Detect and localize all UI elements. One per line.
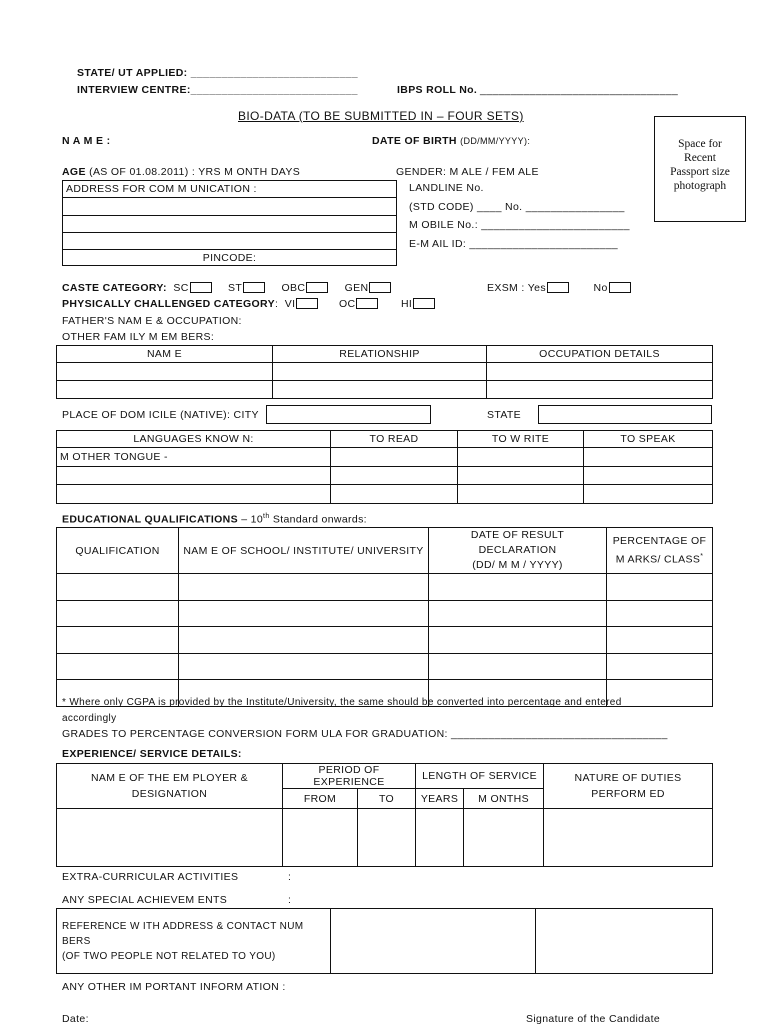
experience-table <box>56 763 713 867</box>
extra-curricular-colon: : <box>288 871 292 883</box>
signature-label: Signature of the Candidate <box>526 1013 661 1025</box>
table-row <box>57 574 713 601</box>
table-cell[interactable] <box>429 654 607 680</box>
table-cell[interactable] <box>544 809 713 867</box>
pc-label: PHYSICALLY CHALLENGED CATEGORY <box>62 298 275 310</box>
pc-vi-checkbox[interactable] <box>296 298 318 309</box>
address-line[interactable] <box>63 198 397 216</box>
family-label: OTHER FAM ILY M EM BERS: <box>62 331 215 343</box>
dob-label: DATE OF BIRTH <box>372 135 457 147</box>
edu-header-pct-line1: PERCENTAGE OF <box>612 534 707 547</box>
pc-option-oc: OC <box>338 298 356 310</box>
ibps-roll-line: ________________________________ <box>480 84 679 96</box>
exp-header-employer <box>57 764 283 809</box>
table-cell[interactable] <box>57 654 179 680</box>
table-cell[interactable] <box>57 363 273 381</box>
photo-placeholder <box>654 116 746 222</box>
table-cell[interactable] <box>458 448 584 467</box>
exsm-row <box>487 282 631 294</box>
table-row <box>57 809 713 867</box>
table-cell[interactable] <box>607 627 713 654</box>
table-cell[interactable] <box>331 448 458 467</box>
age-detail: (AS OF 01.08.2011) : YRS M ONTH DAYS <box>89 166 301 178</box>
special-achievements-label: ANY SPECIAL ACHIEVEM ENTS <box>62 894 228 906</box>
state-applied-label: STATE/ UT APPLIED: ___________________________ <box>77 67 358 79</box>
pc-row: PHYSICALLY CHALLENGED CATEGORY: VI OC HI <box>62 298 435 310</box>
domicile-state-input[interactable] <box>538 405 712 424</box>
reference-cell-1[interactable] <box>331 909 536 974</box>
table-cell[interactable] <box>487 381 713 399</box>
caste-label: CASTE CATEGORY: <box>62 282 167 294</box>
exp-header-from: FROM <box>283 789 358 809</box>
exp-header-nature-line1: NATURE OF DUTIES <box>574 772 682 784</box>
education-label-suffix: Standard onwards: <box>269 513 367 526</box>
exp-header-length: LENGTH OF SERVICE <box>416 764 544 789</box>
exp-header-employer-line1: NAM E OF THE EM PLOYER & <box>91 772 248 784</box>
photo-text-line: Recent <box>684 152 716 164</box>
table-cell[interactable] <box>57 467 331 485</box>
languages-header-speak: TO SPEAK <box>584 431 713 448</box>
education-label-sup: th <box>263 513 270 520</box>
table-cell[interactable] <box>57 574 179 601</box>
exp-header-employer-line2: DESIGNATION <box>131 788 208 800</box>
table-row <box>57 363 713 381</box>
interview-centre-label: INTERVIEW CENTRE:___________________________ <box>77 84 358 96</box>
edu-header-asterisk: * <box>700 552 704 560</box>
table-cell[interactable] <box>487 363 713 381</box>
table-cell[interactable] <box>416 809 464 867</box>
exsm-no-checkbox[interactable] <box>609 282 631 293</box>
caste-option-sc: SC <box>173 282 189 294</box>
table-row <box>57 467 713 485</box>
table-cell[interactable] <box>607 574 713 601</box>
languages-header-known: LANGUAGES KNOW N: <box>57 431 331 448</box>
ibps-roll-label: IBPS ROLL No. <box>397 84 478 96</box>
caste-option-gen: GEN <box>344 282 369 294</box>
pc-oc-checkbox[interactable] <box>356 298 378 309</box>
edu-header-school: NAM E OF SCHOOL/ INSTITUTE/ UNIVERSITY <box>179 528 429 574</box>
table-cell[interactable] <box>358 809 416 867</box>
family-table <box>56 345 713 399</box>
table-cell[interactable] <box>57 485 331 504</box>
languages-header-write: TO W RITE <box>458 431 584 448</box>
caste-obc-checkbox[interactable] <box>306 282 328 293</box>
std-code-field: (STD CODE) ____ No. ________________ <box>409 201 625 213</box>
table-cell[interactable] <box>607 680 713 707</box>
father-label: FATHER'S NAM E & OCCUPATION: <box>62 315 242 327</box>
exp-header-nature-line2: PERFORM ED <box>591 788 665 800</box>
pc-option-vi: VI <box>284 298 296 310</box>
table-cell[interactable] <box>331 467 458 485</box>
cgpa-note-cont: accordingly <box>62 713 117 724</box>
extra-curricular-label: EXTRA-CURRICULAR ACTIVITIES <box>62 871 239 883</box>
photo-text-line: Passport size <box>670 166 730 178</box>
table-row <box>57 627 713 654</box>
pincode-label: PINCODE: <box>63 250 397 266</box>
table-cell[interactable] <box>179 574 429 601</box>
education-label: EDUCATIONAL QUALIFICATIONS <box>62 513 238 526</box>
name-label: N A M E : <box>62 135 111 147</box>
pc-option-hi: HI <box>400 298 413 310</box>
exp-header-nature <box>544 764 713 809</box>
address-table <box>62 180 397 266</box>
pc-hi-checkbox[interactable] <box>413 298 435 309</box>
table-cell[interactable] <box>584 485 713 504</box>
table-cell[interactable] <box>283 809 358 867</box>
domicile-state-label: STATE <box>487 409 522 421</box>
exp-header-to: TO <box>358 789 416 809</box>
languages-table <box>56 430 713 504</box>
special-achievements-colon: : <box>288 894 292 906</box>
caste-gen-checkbox[interactable] <box>369 282 391 293</box>
reference-cell-2[interactable] <box>536 909 713 974</box>
table-cell[interactable] <box>179 654 429 680</box>
edu-header-date-line2: (DD/ M M / YYYY) <box>472 559 563 571</box>
table-cell[interactable] <box>273 381 487 399</box>
education-table <box>56 527 713 707</box>
email-field: E-M AIL ID: ________________________ <box>409 238 618 250</box>
exp-header-years: YEARS <box>416 789 464 809</box>
table-cell[interactable] <box>57 601 179 627</box>
cgpa-note: * Where only CGPA is provided by the Institute/University, the same should be converted into percentage and entered <box>62 697 622 708</box>
landline-label: LANDLINE No. <box>409 182 484 194</box>
family-header-name: NAM E <box>57 346 273 363</box>
table-row <box>57 654 713 680</box>
mother-tongue-label: M OTHER TONGUE - <box>57 448 331 467</box>
table-row <box>57 381 713 399</box>
table-cell[interactable] <box>429 601 607 627</box>
grades-formula: GRADES TO PERCENTAGE CONVERSION FORM ULA FOR GRADUATION: ___________________________________ <box>62 728 668 740</box>
exsm-yes-checkbox[interactable] <box>547 282 569 293</box>
photo-text-line: Space for <box>678 138 722 150</box>
languages-header-read: TO READ <box>331 431 458 448</box>
table-cell[interactable] <box>57 627 179 654</box>
table-cell[interactable] <box>607 601 713 627</box>
address-label: ADDRESS FOR COM M UNICATION : <box>63 181 397 198</box>
reference-label <box>57 909 331 974</box>
caste-row <box>62 282 391 294</box>
edu-header-date <box>429 528 607 574</box>
table-cell[interactable] <box>584 448 713 467</box>
table-cell[interactable] <box>57 381 273 399</box>
caste-option-st: ST <box>228 282 243 294</box>
caste-option-obc: OBC <box>281 282 306 294</box>
reference-label-line2: (OF TWO PEOPLE NOT RELATED TO YOU) <box>62 950 276 962</box>
table-cell[interactable] <box>331 485 458 504</box>
table-cell[interactable] <box>584 467 713 485</box>
domicile-label: PLACE OF DOM ICILE (NATIVE): CITY <box>62 409 259 421</box>
reference-table <box>56 908 713 974</box>
experience-heading: EXPERIENCE/ SERVICE DETAILS: <box>62 748 242 760</box>
table-cell[interactable] <box>57 809 283 867</box>
family-header-relationship: RELATIONSHIP <box>273 346 487 363</box>
table-cell[interactable] <box>607 654 713 680</box>
table-cell[interactable] <box>464 809 544 867</box>
table-cell[interactable] <box>429 574 607 601</box>
table-cell[interactable] <box>429 627 607 654</box>
exp-header-period: PERIOD OF EXPERIENCE <box>283 764 416 789</box>
table-cell[interactable] <box>179 601 429 627</box>
address-line[interactable] <box>63 233 397 250</box>
table-row <box>57 448 713 467</box>
table-cell[interactable] <box>179 627 429 654</box>
address-line[interactable] <box>63 216 397 233</box>
exsm-yes-label: EXSM : Yes <box>487 282 546 294</box>
date-label: Date: <box>62 1013 89 1025</box>
table-row <box>57 485 713 504</box>
table-row <box>57 601 713 627</box>
exp-header-months: M ONTHS <box>464 789 544 809</box>
age-label: AGE <box>62 166 86 178</box>
caste-sc-checkbox[interactable] <box>190 282 212 293</box>
reference-label-line1: REFERENCE W ITH ADDRESS & CONTACT NUM BERS <box>62 920 304 947</box>
gender-label: GENDER: M ALE / FEM ALE <box>396 166 539 178</box>
other-info-label: ANY OTHER IM PORTANT INFORM ATION : <box>62 981 286 993</box>
edu-header-qualification: QUALIFICATION <box>57 528 179 574</box>
education-label-rest: – 10 <box>237 513 264 526</box>
dob-field <box>372 135 530 147</box>
exsm-no-label: No <box>593 282 608 294</box>
family-header-occupation: OCCUPATION DETAILS <box>487 346 713 363</box>
education-heading <box>62 513 367 526</box>
caste-st-checkbox[interactable] <box>243 282 265 293</box>
domicile-city-input[interactable] <box>266 405 431 424</box>
edu-header-date-line1: DATE OF RESULT DECLARATION <box>470 529 565 556</box>
table-cell[interactable] <box>458 467 584 485</box>
age-field <box>62 166 300 178</box>
photo-text-line: photograph <box>673 180 727 192</box>
form-title: BIO-DATA (TO BE SUBMITTED IN – FOUR SETS) <box>238 109 524 123</box>
table-cell[interactable] <box>273 363 487 381</box>
table-cell[interactable] <box>458 485 584 504</box>
edu-header-percentage <box>607 528 713 574</box>
edu-header-pct-line2: M ARKS/ CLASS <box>615 553 701 566</box>
mobile-field: M OBILE No.: ________________________ <box>409 219 630 231</box>
dob-format: (DD/MM/YYYY): <box>460 136 531 146</box>
